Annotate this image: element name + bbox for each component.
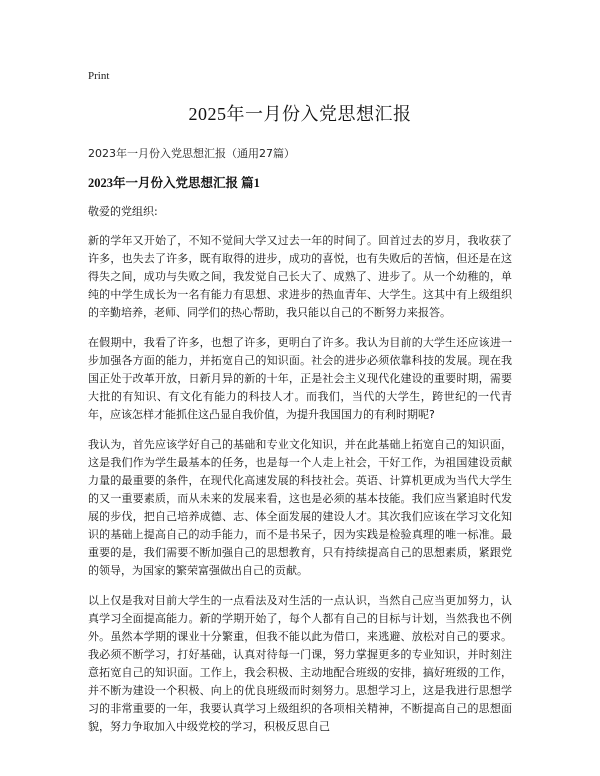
section-heading: 2023年一月份入党思想汇报 篇1 bbox=[88, 176, 260, 190]
body-paragraph-1: 新的学年又开始了，不知不觉间大学又过去一年的时间了。回首过去的岁月，我收获了许多，也失去了许多，既有取得的进步，成功的喜悦，也有失败后的苦恼，但还是在这得失之间，成功与失败之间，我发觉自己长大了、成熟了、进步了。从一个幼稚的，单纯的中学生成长为一名有能力有思想、求进步的热血青年、大学生。这其中有上级组织的辛勤培养，老师、同学们的热心帮助，我只能以自己的不断努力来报答。 bbox=[88, 234, 512, 319]
body-paragraph-4: 以上仅是我对目前大学生的一点看法及对生活的一点认识，当然自己应当更加努力，认真学习全面提高能力。新的学期开始了，每个人都有自己的目标与计划，当然我也不例外。虽然本学期的课业十分繁重，但我不能以此为借口，来逃避、放松对自己的要求。我必须不断学习，打好基础，认真对待每一门课，努力掌握更多的专业知识，并时刻注意拓宽自己的知识面。工作上，我会积极、主动地配合班级的安排，搞好班级的工作，并不断为建设一个积极、向上的优良班级而时刻努力。思想学习上，这是我进行思想学习的非常重要的一年，我要认真学习上级组织的各项相关精神，不断提高自己的思想面貌，努力争取加入中级党校的学习，积极反思自己 bbox=[88, 594, 512, 733]
document-subtitle: 2023年一月份入党思想汇报（通用27篇） bbox=[88, 147, 295, 160]
body-paragraph-3: 我认为，首先应该学好自己的基础和专业文化知识，并在此基础上拓宽自己的知识面，这是我们作为学生最基本的任务，也是每一个人走上社会，干好工作，为祖国建设贡献力量的最重要的条件，在现代化高速发展的科技社会。英语、计算机更成为当代大学生的又一重要素质，而从未来的发展来看，这也是必须的基本技能。我们应当紧追时代发展的步伐，把自己培养成德、志、体全面发展的建设人才。其次我们应该在学习文化知识的基础上提高自己的动手能力，而不是书呆子，因为实践是检验真理的唯一标准。最重要的是，我们需要不断加强自己的思想教育，只有持续提高自己的思想素质，紧跟党的领导，为国家的繁荣富强做出自己的贡献。 bbox=[88, 438, 512, 577]
body-paragraph-2: 在假期中，我看了许多，也想了许多，更明白了许多。我认为目前的大学生还应该进一步加强各方面的能力，并拓宽自己的知识面。社会的进步必须依靠科技的发展。现在我国正处于改革开放，日新月异的新的十年，正是社会主义现代化建设的重要时期，需要大批的有知识、有文化有能力的科技人才。而我们，当代的大学生，跨世纪的一代青年，应该怎样才能抓住这凸显自我价值，为提升我国国力的有利时期呢? bbox=[88, 336, 512, 421]
document-title: 2025年一月份入党思想汇报 bbox=[188, 104, 412, 124]
print-link[interactable]: Print bbox=[88, 70, 110, 82]
salutation: 敬爱的党组织: bbox=[88, 205, 158, 218]
